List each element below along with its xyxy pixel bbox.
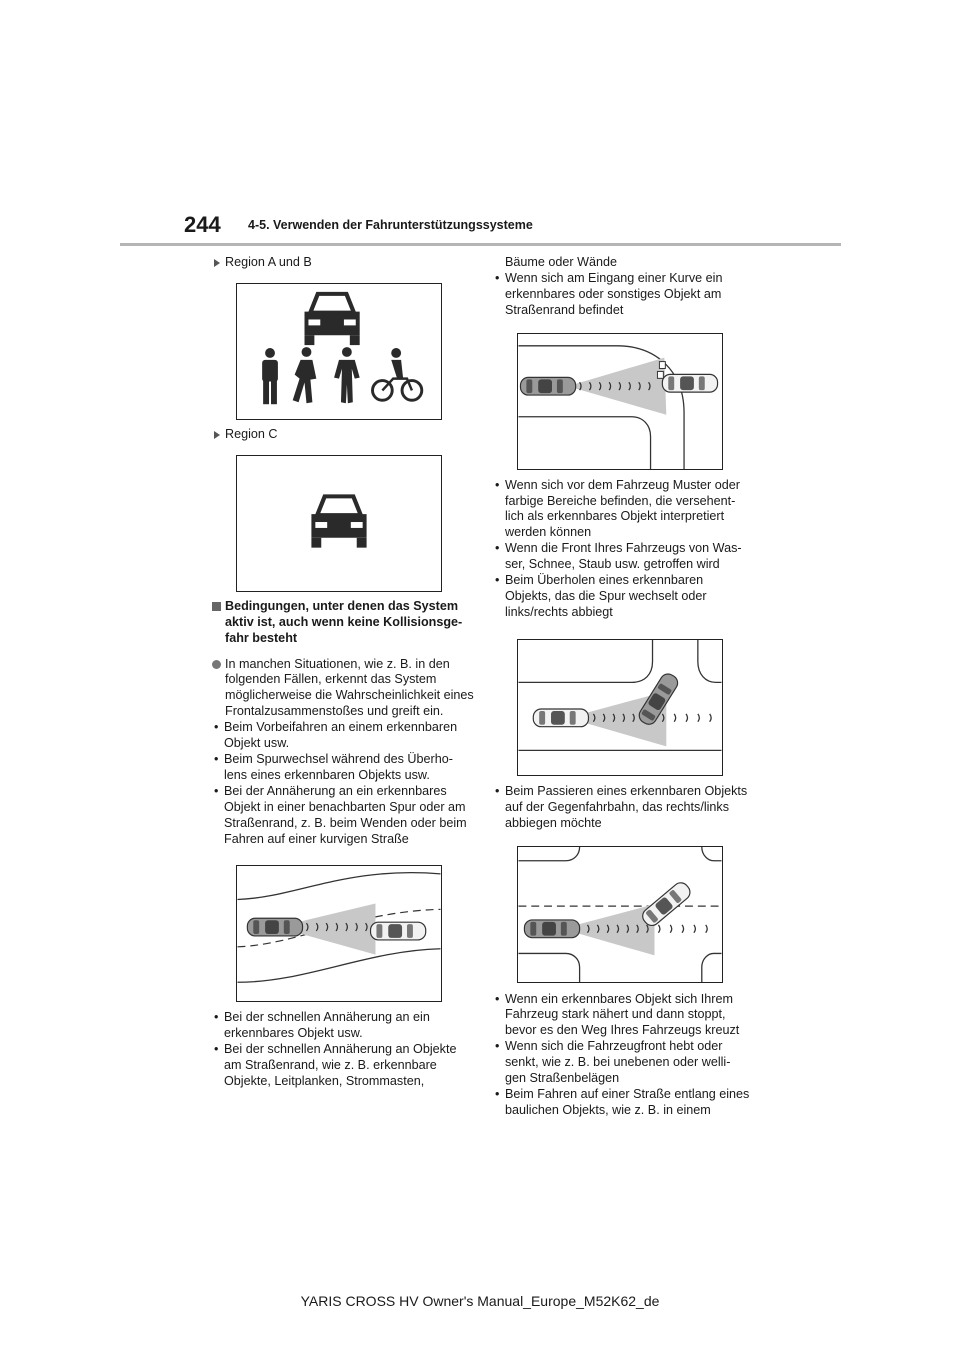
list-item: • Beim Vorbeifahren an einem erkennbaren Objekt usw.: [212, 720, 474, 752]
list-item: • Wenn sich am Eingang einer Kurve ein erkennbares oder sonstiges Objekt am Straßenrand befindet: [493, 271, 751, 319]
vehicles-pedestrians-cyclist-illustration: [237, 284, 441, 419]
figure-curved-road: [236, 865, 442, 1002]
list-item: • Wenn die Front Ihres Fahrzeugs von Was-ser, Schnee, Staub usw. getroffen wird: [493, 541, 751, 573]
continued-text: Bäume oder Wände: [505, 255, 618, 269]
figure-curve-entrance: [517, 333, 723, 470]
right-column: [493, 255, 751, 1119]
vehicle-front-illustration: [237, 456, 441, 591]
cyclist-icon: [373, 348, 422, 400]
list-item: • Beim Spurwechsel während des Überho-lens eines erkennbaren Objekts usw.: [212, 752, 474, 784]
bullet-list-6: [493, 992, 751, 1119]
list-item: • Wenn ein erkennbares Objekt sich Ihrem Fahrzeug stark nähert und dann stoppt, bevor es den Weg Ihres Fahrzeugs kreuzt: [493, 992, 751, 1040]
overtaking-turning-illustration: [518, 640, 722, 775]
chapter-title: 4-5. Verwenden der Fahrunterstützungssysteme: [248, 218, 533, 232]
left-column: [212, 255, 474, 1090]
bullet-list-3: [493, 271, 751, 319]
bullet-list-2: [212, 1010, 474, 1090]
curve-entrance-illustration: [518, 334, 722, 469]
bullet-list-5: [493, 784, 751, 832]
figure-turning-vehicle: [517, 639, 723, 776]
figure-region-a-b: [236, 283, 442, 420]
curved-road-illustration: [237, 866, 441, 1001]
page-number: 244: [184, 212, 221, 237]
list-item: • Wenn sich die Fahrzeugfront hebt oder senkt, wie z. B. bei unebenen oder welli-gen Straßenbelägen: [493, 1039, 751, 1087]
pedestrian-icon: [262, 348, 278, 404]
list-item: • Bei der Annäherung an ein erkennbares Objekt in einer benachbarten Spur oder am Straßenrand, z. B. beim Wenden oder beim Fahren auf einer kurvigen Straße: [212, 784, 474, 848]
bullet-list-4: [493, 478, 751, 621]
list-item: • Beim Fahren auf einer Straße entlang eines baulichen Objekts, wie z. B. in einem: [493, 1087, 751, 1119]
header-rule: [120, 243, 841, 246]
subheading-region-c: Region C: [212, 427, 474, 443]
bullet-list-1: [212, 720, 474, 847]
section-heading: Bedingungen, unter denen das System aktiv ist, auch wenn keine Kollisionsge-fahr besteht: [212, 599, 474, 647]
subheading-region-a-b: Region A und B: [212, 255, 474, 271]
footer-manual-id: YARIS CROSS HV Owner's Manual_Europe_M52K62_de: [300, 1293, 660, 1309]
list-item: • Bei der schnellen Annäherung an ein erkennbares Objekt usw.: [212, 1010, 474, 1042]
list-item: • Wenn sich vor dem Fahrzeug Muster oder farbige Bereiche befinden, die versehent-lich als erkennbares Objekt interpretiert werden können: [493, 478, 751, 542]
oncoming-turning-illustration: [518, 847, 722, 982]
figure-region-c: [236, 455, 442, 592]
walking-pedestrian-icon: [293, 347, 317, 403]
list-item: • Bei der schnellen Annäherung an Objekte am Straßenrand, wie z. B. erkennbare Objekte, Leitplanken, Strommasten,: [212, 1042, 474, 1090]
list-item: • Beim Überholen eines erkennbaren Objekts, das die Spur wechselt oder links/rechts abbiegt: [493, 573, 751, 621]
list-item: • Beim Passieren eines erkennbaren Objekts auf der Gegenfahrbahn, das rechts/links abbiegen möchte: [493, 784, 751, 832]
figure-oncoming-turn: [517, 846, 723, 983]
pedestrian-front-icon: [334, 347, 360, 403]
lead-paragraph: In manchen Situationen, wie z. B. in den folgenden Fällen, erkennt das System möglicherweise die Wahrscheinlichkeit eines Frontalzusammenstoßes und greift ein.: [212, 657, 474, 721]
